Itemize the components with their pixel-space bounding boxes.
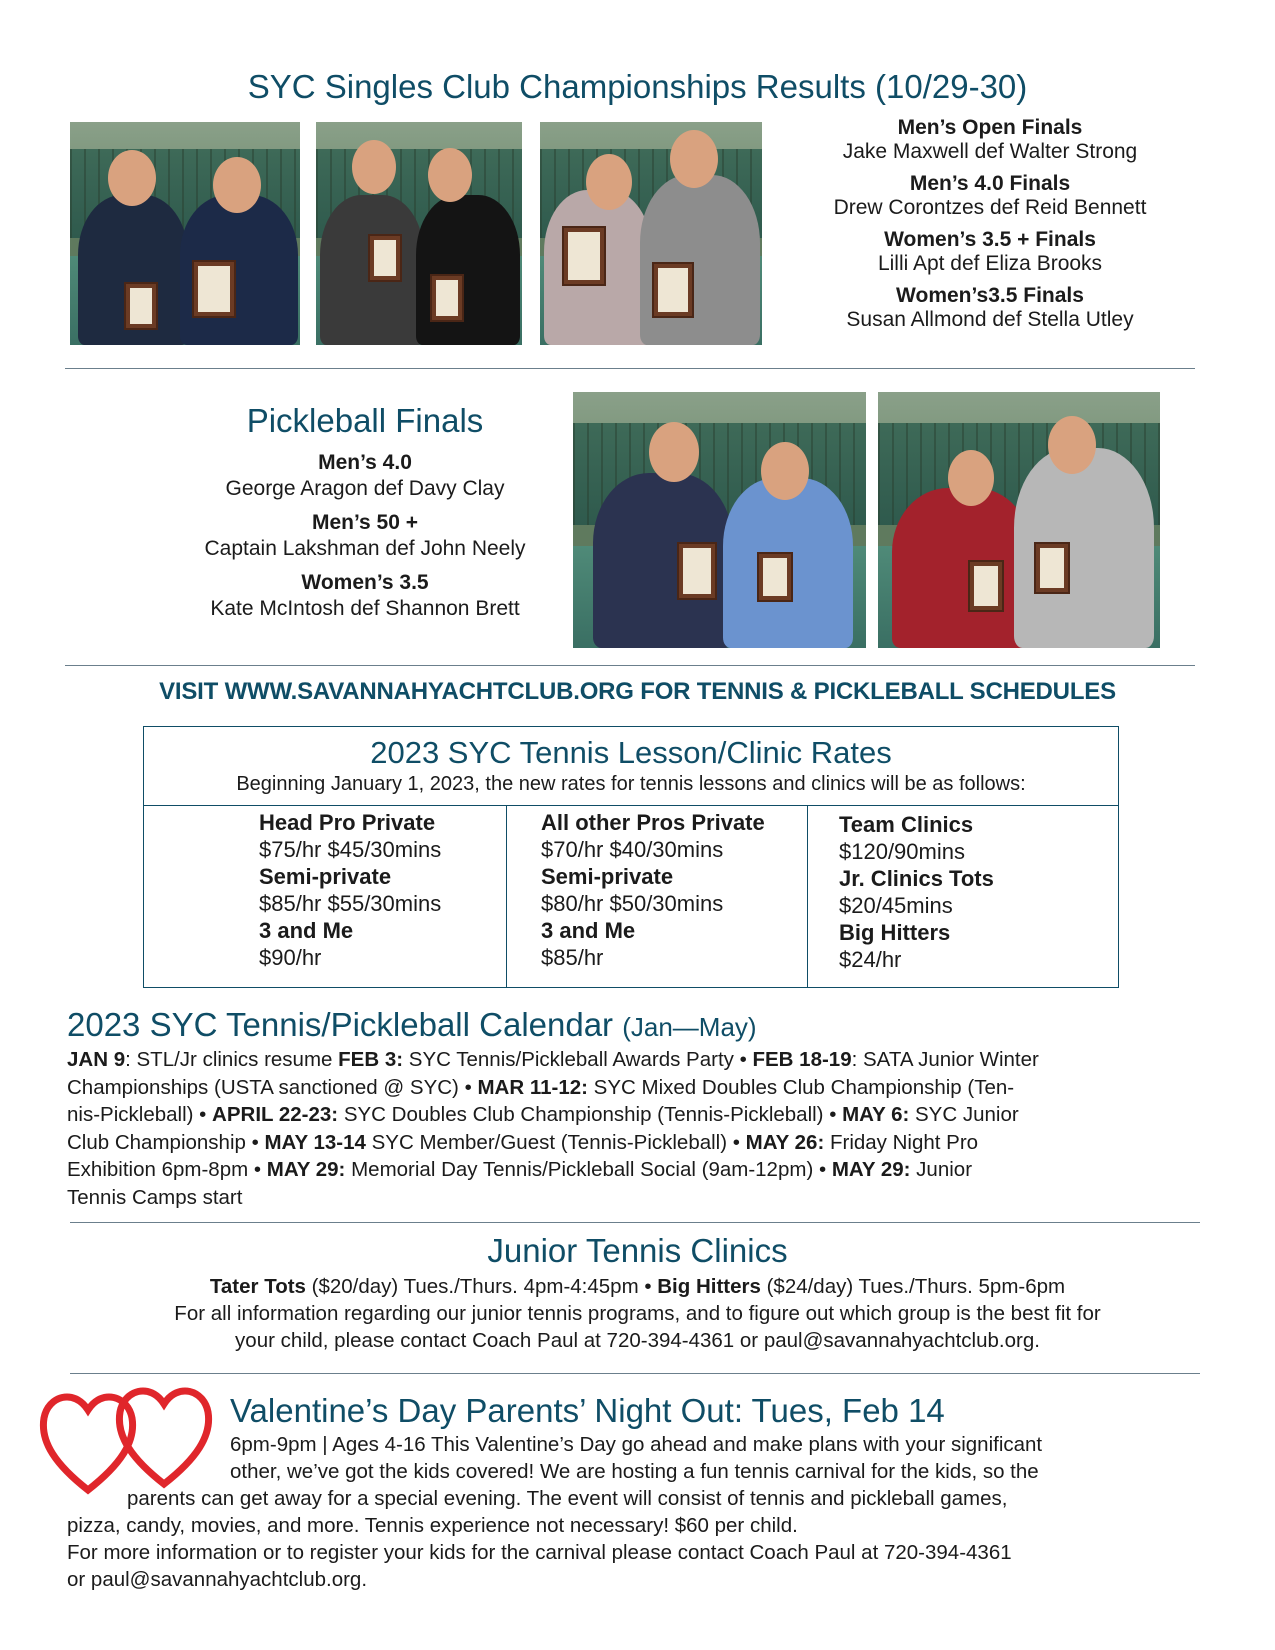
rate-label: All other Pros Private	[541, 810, 765, 835]
pickleball-results	[150, 450, 580, 622]
rate-label: 3 and Me	[541, 918, 636, 943]
text: Friday Night Pro	[824, 1130, 979, 1154]
rates-col-divider	[807, 805, 808, 987]
text: : SATA Junior Winter	[851, 1048, 1039, 1071]
divider	[65, 368, 1195, 369]
calendar-line	[67, 1101, 1207, 1129]
result-item: Men’s 4.0 Finals Drew Corontzes def Reid Bennett	[833, 172, 1147, 219]
valentine-line: 6pm-9pm | Ages 4-16 This Valentine’s Day go ahead and make plans with your significant	[230, 1433, 1043, 1456]
text: SYC Doubles Club Championship (Tennis-Pickleball) •	[338, 1103, 843, 1126]
bold-text: MAY 13-14	[264, 1130, 366, 1154]
calendar-body	[67, 1046, 1207, 1211]
rate-value: $70/hr $40/30mins	[541, 837, 724, 862]
rate-label: 3 and Me	[259, 918, 354, 943]
text: SYC Tennis/Pickleball Awards Party •	[403, 1048, 753, 1071]
junior-info-line: your child, please contact Coach Paul at 720-394-4361 or paul@savannahyachtclub.org.	[235, 1329, 1040, 1352]
rate-value: $90/hr	[259, 945, 322, 970]
rate-value: $85/hr $55/30mins	[259, 891, 442, 916]
text: Junior	[910, 1158, 973, 1181]
rate-label: Team Clinics	[839, 812, 974, 837]
rate-value: $24/hr	[839, 947, 902, 972]
calendar-line	[67, 1129, 1207, 1157]
text: nis-Pickleball) •	[67, 1103, 213, 1126]
text: SYC Mixed Doubles Club Championship (Ten-	[587, 1075, 1015, 1099]
valentine-line: or paul@savannahyachtclub.org.	[67, 1568, 368, 1591]
bold-text: MAY 29:	[831, 1158, 911, 1181]
championship-results	[790, 116, 1190, 332]
rate-label: Jr. Clinics Tots	[839, 866, 994, 891]
rates-column-clinics	[839, 811, 994, 987]
junior-clinics-schedule	[0, 1273, 1275, 1300]
photo-womens-35-plus-finalists	[540, 122, 762, 345]
bold-text: MAY 6:	[842, 1103, 910, 1126]
visit-website-banner: VISIT WWW.SAVANNAHYACHTCLUB.ORG FOR TENNIS & PICKLEBALL SCHEDULES	[159, 678, 1116, 705]
bold-text: Big Hitters	[657, 1275, 761, 1298]
divider	[65, 665, 1195, 666]
valentine-line: other, we’ve got the kids covered! We are hosting a fun tennis carnival for the kids, so the	[230, 1460, 1039, 1483]
rate-label: Big Hitters	[839, 920, 951, 945]
junior-info-line: For all information regarding our junior tennis programs, and to figure out which group is the best fit for	[174, 1302, 1101, 1325]
divider	[70, 1222, 1200, 1223]
calendar-line	[67, 1074, 1207, 1102]
rate-value: $85/hr	[541, 945, 604, 970]
rates-column-head-pro	[259, 809, 441, 987]
photo-mens-open-finalists	[70, 122, 300, 345]
valentine-line: parents can get away for a special evening. The event will consist of tennis and pickleball games,	[127, 1487, 1008, 1510]
championships-title: SYC Singles Club Championships Results (10/29-30)	[247, 68, 1028, 105]
result-item: Men’s Open Finals Jake Maxwell def Walter Strong	[842, 116, 1138, 163]
rates-title: 2023 SYC Tennis Lesson/Clinic Rates	[370, 735, 892, 770]
calendar-line	[67, 1184, 1207, 1212]
valentine-line: For more information or to register your kids for the carnival please contact Coach Paul at 720-394-4361	[67, 1541, 1012, 1564]
pickleball-title: Pickleball Finals	[246, 402, 484, 439]
result-item: Men’s 4.0 George Aragon def Davy Clay	[225, 451, 505, 500]
result-item: Men’s 50 + Captain Lakshman def John Neely	[204, 511, 526, 560]
bold-text: Tater Tots	[209, 1275, 306, 1298]
rate-label: Semi-private	[259, 864, 392, 889]
calendar-title	[67, 1006, 757, 1044]
junior-clinics-info	[0, 1300, 1275, 1354]
bold-text: APRIL 22-23:	[212, 1103, 339, 1126]
divider	[70, 1373, 1200, 1374]
rate-value: $20/45mins	[839, 893, 953, 918]
rates-table	[143, 726, 1119, 988]
calendar-line	[67, 1156, 1207, 1184]
valentine-line: pizza, candy, movies, and more. Tennis experience not necessary! $60 per child.	[67, 1514, 798, 1537]
junior-clinics-title: Junior Tennis Clinics	[487, 1232, 788, 1269]
double-heart-icon	[36, 1380, 216, 1495]
rate-value: $75/hr $45/30mins	[259, 837, 442, 862]
text: Tennis Camps start	[67, 1185, 243, 1209]
calendar-title-text: 2023 SYC Tennis/Pickleball Calendar	[67, 1006, 614, 1043]
calendar-line	[67, 1046, 1207, 1074]
rates-subtitle: Beginning January 1, 2023, the new rates for tennis lessons and clinics will be as follows:	[236, 773, 1026, 795]
valentine-title: Valentine’s Day Parents’ Night Out: Tues, Feb 14	[230, 1392, 945, 1429]
bold-text: JAN 9	[67, 1048, 126, 1071]
text: Club Championship •	[67, 1130, 265, 1154]
text: SYC Junior	[909, 1103, 1019, 1126]
rate-value: $80/hr $50/30mins	[541, 891, 724, 916]
rate-label: Head Pro Private	[259, 810, 436, 835]
photo-mens-40-finalists	[316, 122, 522, 345]
rate-value: $120/90mins	[839, 839, 965, 864]
rates-header-divider	[144, 805, 1118, 806]
text: : STL/Jr clinics resume	[125, 1048, 339, 1071]
text: SYC Member/Guest (Tennis-Pickleball) •	[365, 1130, 746, 1154]
text: Memorial Day Tennis/Pickleball Social (9am-12pm) •	[345, 1158, 832, 1181]
rates-col-divider	[506, 805, 507, 987]
text: ($24/day) Tues./Thurs. 5pm-6pm	[760, 1275, 1066, 1298]
photo-pickleball-mens-50	[878, 392, 1160, 648]
bold-text: MAY 29:	[266, 1158, 346, 1181]
text: ($20/day) Tues./Thurs. 4pm-4:45pm •	[305, 1275, 658, 1298]
rate-label: Semi-private	[541, 864, 674, 889]
bold-text: FEB 18-19	[752, 1048, 852, 1071]
result-item: Women’s3.5 Finals Susan Allmond def Stella Utley	[846, 284, 1134, 331]
bold-text: MAR 11-12:	[477, 1075, 588, 1099]
result-item: Women’s 3.5 + Finals Lilli Apt def Eliza Brooks	[877, 228, 1103, 275]
bold-text: FEB 3:	[338, 1048, 404, 1071]
result-item: Women’s 3.5 Kate McIntosh def Shannon Brett	[210, 571, 520, 620]
photo-pickleball-mens-40	[573, 392, 866, 648]
bold-text: MAY 26:	[745, 1130, 825, 1154]
calendar-title-range: (Jan—May)	[622, 1012, 757, 1042]
rates-column-other-pros	[541, 809, 765, 987]
text: Championships (USTA sanctioned @ SYC) •	[67, 1075, 478, 1099]
text: Exhibition 6pm-8pm •	[67, 1158, 267, 1181]
